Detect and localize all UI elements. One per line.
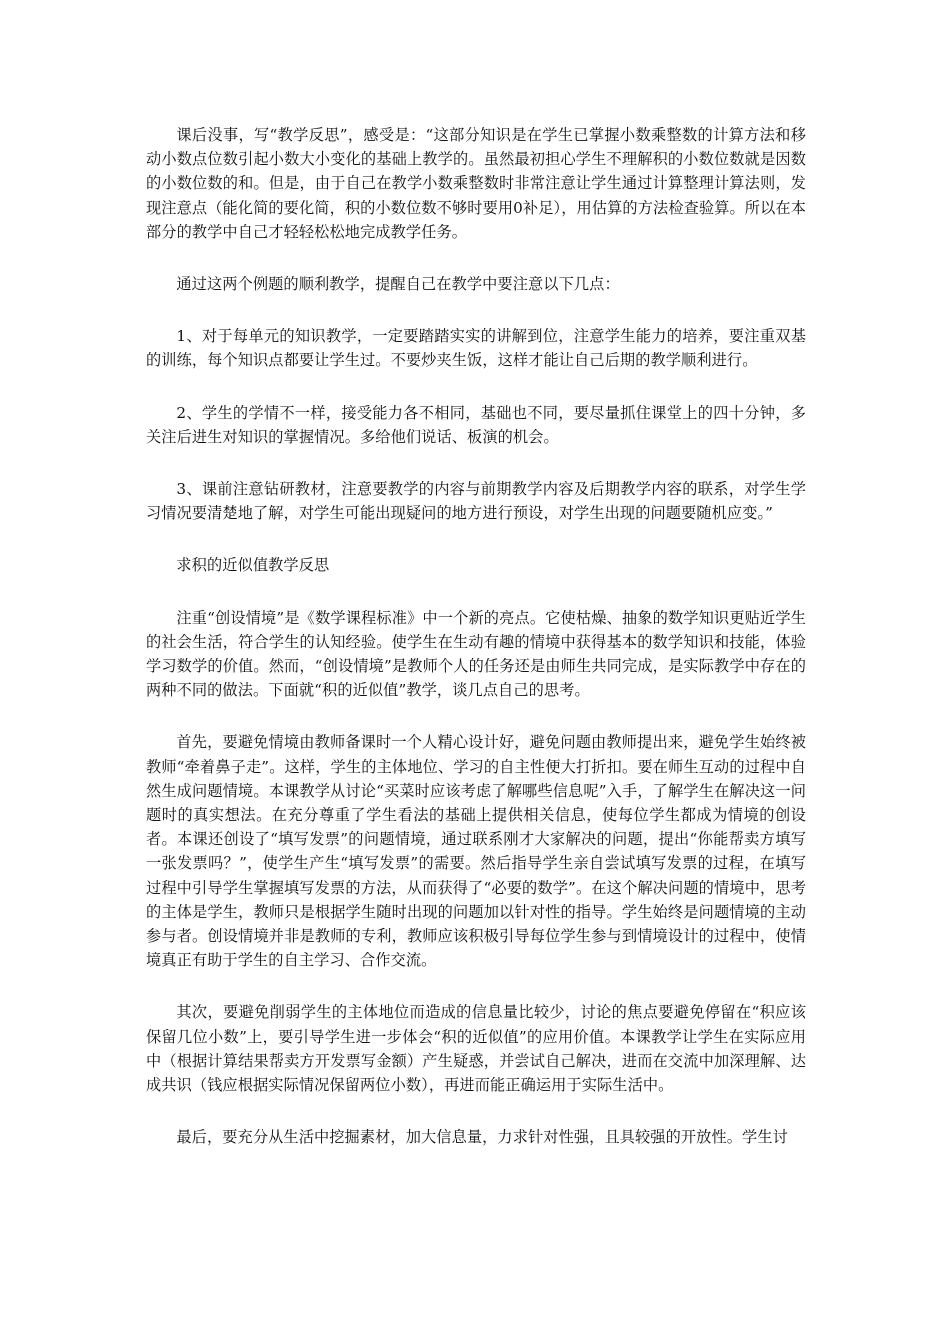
paragraph-reflection-intro: 课后没事，写“教学反思”，感受是：“这部分知识是在学生已掌握小数乘整数的计算方法和移动小数点位数引起小数大小变化的基础上教学的。虽然最初担心学生不理解积的小数位数就是因数的小数位数的和。但是，由于自己在教学小数乘整数时非常注意让学生通过计算整理计算法则，发现注意点（能化简的要化简，积的小数位数不够时要用0补足），用估算的方法检查验算。所以在本部分的教学中自己才轻轻松松地完成教学任务。 xyxy=(146,126,806,241)
paragraph-point-1: 1、对于每单元的知识教学，一定要踏踏实实的讲解到位，注意学生能力的培养，要注重双基的训练，每个知识点都要让学生过。不要炒夹生饭，这样才能让自己后期的教学顺利进行。 xyxy=(146,327,806,370)
paragraph-point-3: 3、课前注意钻研教材，注意要教学的内容与前期教学内容及后期教学内容的联系，对学生学习情况要清楚地了解，对学生可能出现疑问的地方进行预设，对学生出现的问题要随机应变。” xyxy=(146,480,806,523)
paragraph-first: 首先，要避免情境由教师备课时一个人精心设计好，避免问题由教师提出来，避免学生始终被教师“牵着鼻子走”。这样，学生的主体地位、学习的自主性便大打折扣。要在师生互动的过程中自然生成问题情境。本课教学从讨论“买菜时应该考虑了解哪些信息呢”入手，了解学生在解决这一问题时的真实想法。在充分尊重了学生看法的基础上提供相关信息，使每位学生都成为情境的创设者。本课还创设了“填写发票”的问题情境，通过联系刚才大家解决的问题，提出“你能帮卖方填写一张发票吗？”，使学生产生“填写发票”的需要。然后指导学生亲自尝试填写发票的过程，在填写过程中引导学生掌握填写发票的方法，从而获得了“必要的数学”。在这个解决问题的情境中，思考的主体是学生，教师只是根据学生随时出现的问题加以针对性的指导。学生始终是问题情境的主动参与者。创设情境并非是教师的专利，教师应该积极引导每位学生参与到情境设计的过程中，使情境真正有助于学生的自主学习、合作交流。 xyxy=(146,733,806,970)
paragraph-point-2: 2、学生的学情不一样，接受能力各不相同，基础也不同，要尽量抓住课堂上的四十分钟，多关注后进生对知识的掌握情况。多给他们说话、板演的机会。 xyxy=(146,403,806,446)
paragraph-points-intro: 通过这两个例题的顺利教学，提醒自己在教学中要注意以下几点： xyxy=(176,275,620,294)
paragraph-second: 其次，要避免削弱学生的主体地位而造成的信息量比较少，讨论的焦点要避免停留在“积应该保留几位小数”上，要引导学生进一步体会“积的近似值”的应用价值。本课教学让学生在实际应用中（根据计算结果帮卖方开发票写金额）产生疑惑，并尝试自己解决，进而在交流中加深理解、达成共识（钱应根据实际情况保留两位小数），再进而能正确运用于实际生活中。 xyxy=(146,1003,806,1095)
paragraph-last: 最后，要充分从生活中挖掘素材，加大信息量，力求针对性强，且具较强的开放性。学生讨 xyxy=(176,1128,788,1147)
document-body xyxy=(146,123,806,1178)
paragraph-situation-intro: 注重“创设情境”是《数学课程标准》中一个新的亮点。它使枯燥、抽象的数学知识更贴近学生的社会生活，符合学生的认知经验。使学生在生动有趣的情境中获得基本的数学知识和技能，体验学习数学的价值。然而，“创设情境”是教师个人的任务还是由师生共同完成，是实际教学中存在的两种不同的做法。下面就“积的近似值”教学，谈几点自己的思考。 xyxy=(146,608,806,700)
section-heading: 求积的近似值教学反思 xyxy=(176,556,330,575)
